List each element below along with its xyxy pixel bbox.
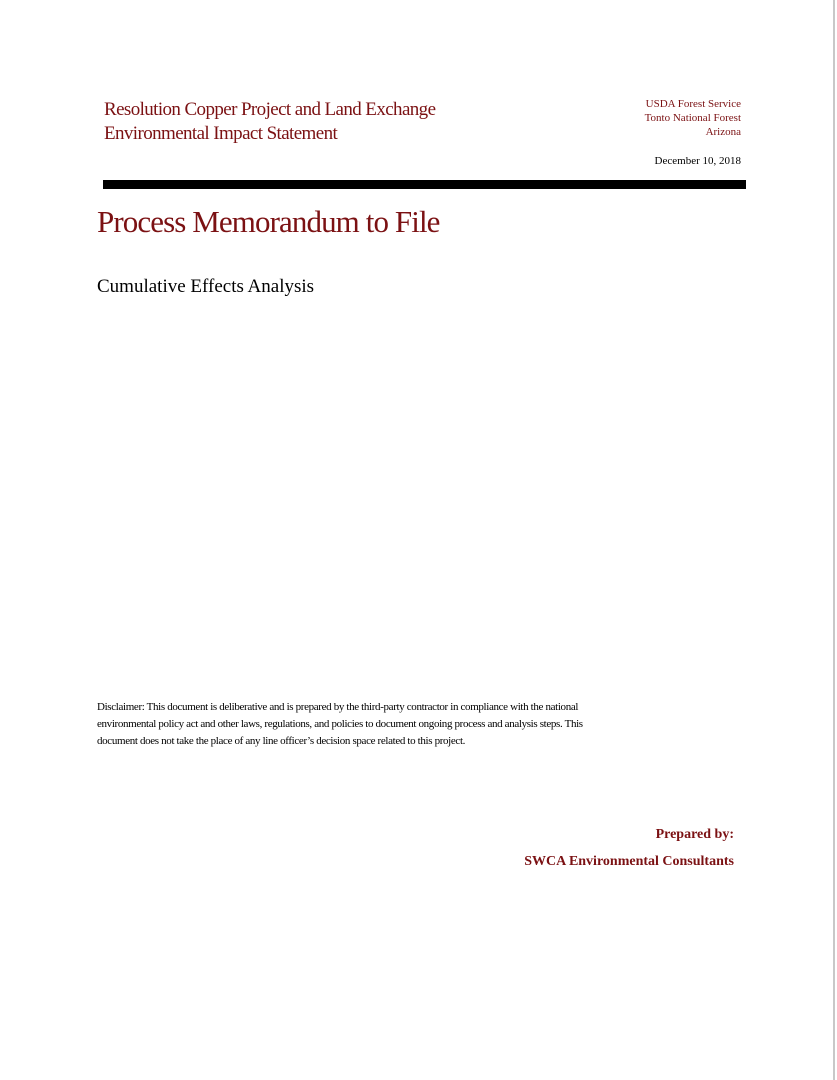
- agency-block: [541, 97, 741, 139]
- preparer-organization: SWCA Environmental Consultants: [524, 854, 734, 869]
- document-title-line: Resolution Copper Project and Land Exchange: [104, 99, 436, 120]
- document-date: December 10, 2018: [654, 155, 741, 167]
- header-rule: [103, 180, 746, 189]
- memo-subheading: Cumulative Effects Analysis: [97, 276, 315, 297]
- disclaimer-line: Disclaimer: This document is deliberative and is prepared by the third-party contractor in compliance with the national: [97, 701, 579, 713]
- agency-line: Arizona: [705, 126, 741, 138]
- document-title: [104, 98, 544, 146]
- document-title-line: Environmental Impact Statement: [104, 123, 338, 144]
- disclaimer-line: environmental policy act and other laws, regulations, and policies to document ongoing process and analysis steps. This: [97, 718, 583, 730]
- disclaimer-text: [97, 699, 697, 750]
- agency-line: USDA Forest Service: [645, 98, 741, 110]
- memo-heading: Process Memorandum to File: [97, 204, 440, 239]
- agency-line: Tonto National Forest: [644, 112, 741, 124]
- prepared-by-label: Prepared by:: [655, 827, 734, 842]
- disclaimer-line: document does not take the place of any line officer’s decision space related to this project.: [97, 735, 466, 747]
